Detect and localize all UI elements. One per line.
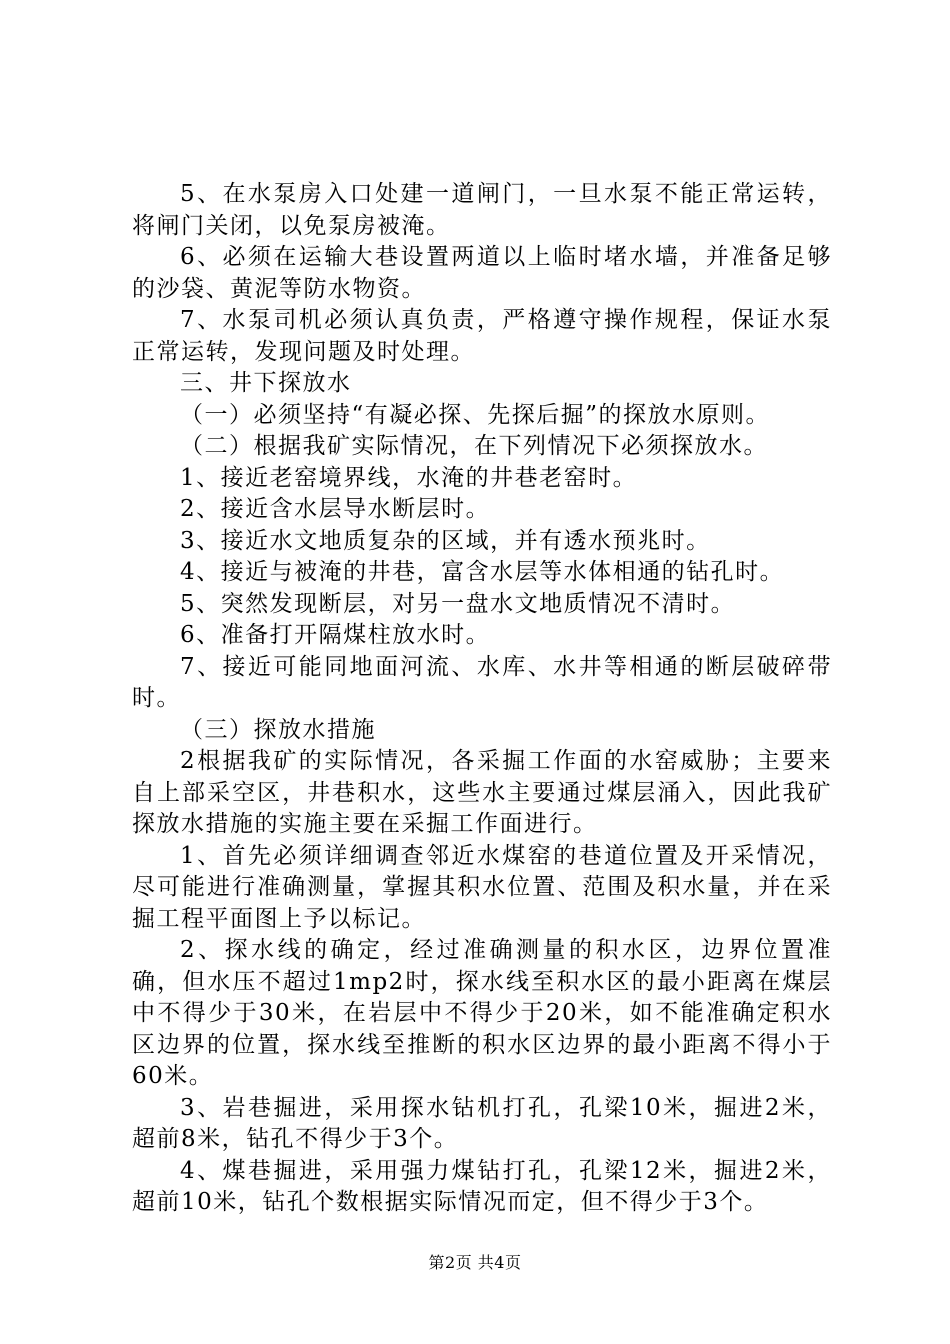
paragraph-item-6: 6、必须在运输大巷设置两道以上临时堵水墙，并准备足够的沙袋、黄泥等防水物资。 [132, 244, 832, 302]
measure-item-2: 2、探水线的确定，经过准确测量的积水区，边界位置准确，但水压不超过1mp2时，探水线至积水区的最小距离在煤层中不得少于30米，在岩层中不得少于20米，如不能准确定积水区边界的位置，探水线至推断的积水区边界的最小距离不得小于60米。 [132, 937, 832, 1089]
list-item-3: 3、接近水文地质复杂的区域，并有透水预兆时。 [180, 527, 711, 554]
document-body [132, 179, 832, 1219]
subsection-2: （二）根据我矿实际情况，在下列情况下必须探放水。 [180, 433, 768, 459]
measure-item-4: 4、煤巷掘进，采用强力煤钻打孔，孔梁12米，掘进2米，超前10米，钻孔个数根据实际情况而定，但不得少于3个。 [132, 1157, 832, 1215]
measure-item-3: 3、岩巷掘进，采用探水钻机打孔，孔梁10米，掘进2米，超前8米，钻孔不得少于3个。 [132, 1094, 832, 1152]
paragraph-measures-intro: 2根据我矿的实际情况，各采掘工作面的水窑威胁；主要来自上部采空区，井巷积水，这些水主要通过煤层涌入，因此我矿探放水措施的实施主要在采掘工作面进行。 [132, 748, 832, 837]
list-item-5: 5、突然发现断层，对另一盘水文地质情况不清时。 [180, 590, 736, 617]
subsection-3: （三）探放水措施 [180, 716, 376, 743]
section-heading-3: 三、井下探放水 [180, 370, 352, 396]
measure-item-1: 1、首先必须详细调查邻近水煤窑的巷道位置及开采情况，尽可能进行准确测量，掌握其积水位置、范围及积水量，并在采掘工程平面图上予以标记。 [132, 842, 832, 932]
page-footer: 第2页 共4页 [428, 1253, 522, 1272]
paragraph-item-7: 7、水泵司机必须认真负责，严格遵守操作规程，保证水泵正常运转，发现问题及时处理。 [132, 307, 832, 365]
list-item-2: 2、接近含水层导水断层时。 [180, 496, 491, 522]
list-item-6: 6、准备打开隔煤柱放水时。 [180, 622, 491, 648]
list-item-4: 4、接近与被淹的井巷，富含水层等水体相通的钻孔时。 [180, 559, 785, 585]
subsection-1: （一）必须坚持“有凝必探、先探后掘”的探放水原则。 [180, 401, 771, 428]
paragraph-item-5: 5、在水泵房入口处建一道闸门，一旦水泵不能正常运转，将闸门关闭，以免泵房被淹。 [132, 181, 832, 239]
list-item-7: 7、接近可能同地面河流、水库、水井等相通的断层破碎带时。 [132, 653, 832, 711]
list-item-1: 1、接近老窑境界线，水淹的井巷老窑时。 [180, 464, 638, 491]
